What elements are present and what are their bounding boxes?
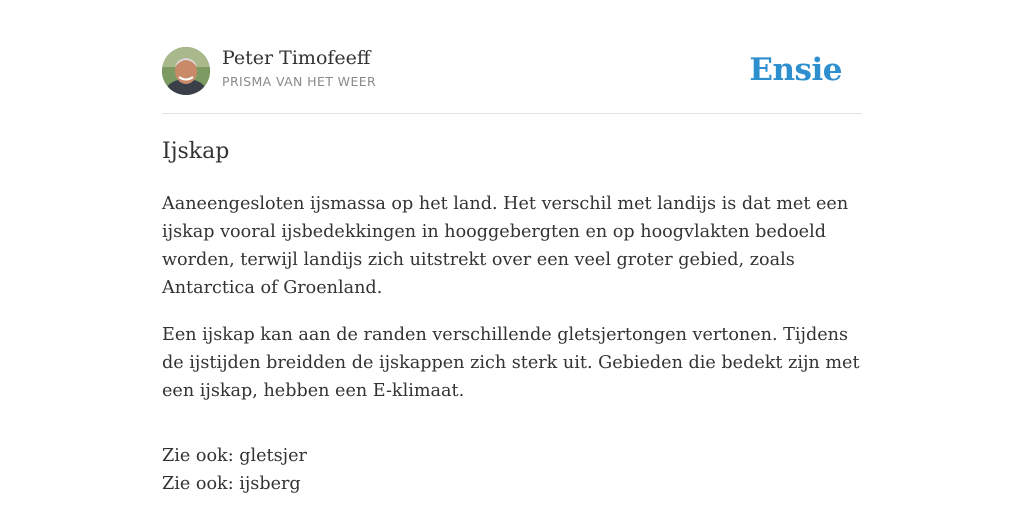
author-avatar[interactable] <box>162 47 210 95</box>
ensie-logo[interactable]: Ensie <box>749 52 842 88</box>
header-divider <box>162 113 862 114</box>
entry-paragraph: Een ijskap kan aan de randen verschillende gletsjertongen vertonen. Tijdens de ijstijden breidden de ijskappen zich sterk uit. Gebieden die bedekt zijn met een ijskap, hebben een E-klimaat. <box>162 325 860 401</box>
author-name[interactable]: Peter Timofeeff <box>222 47 371 69</box>
avatar-photo-icon <box>162 47 210 95</box>
see-also-list <box>162 442 862 498</box>
see-also-link-gletsjer[interactable]: Zie ook: gletsjer <box>162 446 307 466</box>
entry-title: Ijskap <box>162 139 230 164</box>
entry-paragraph: Aaneengesloten ijsmassa op het land. Het verschil met landijs is dat met een ijskap vooral ijsbedekkingen in hooggebergten en op hoogvlakten bedoeld worden, terwijl landijs zich uitstrekt over een veel groter gebied, zoals Antarctica of Groenland. <box>162 194 849 298</box>
author-header <box>162 46 862 96</box>
author-source[interactable]: PRISMA VAN HET WEER <box>222 74 377 89</box>
entry-body <box>162 190 862 498</box>
see-also-link-ijsberg[interactable]: Zie ook: ijsberg <box>162 474 301 494</box>
